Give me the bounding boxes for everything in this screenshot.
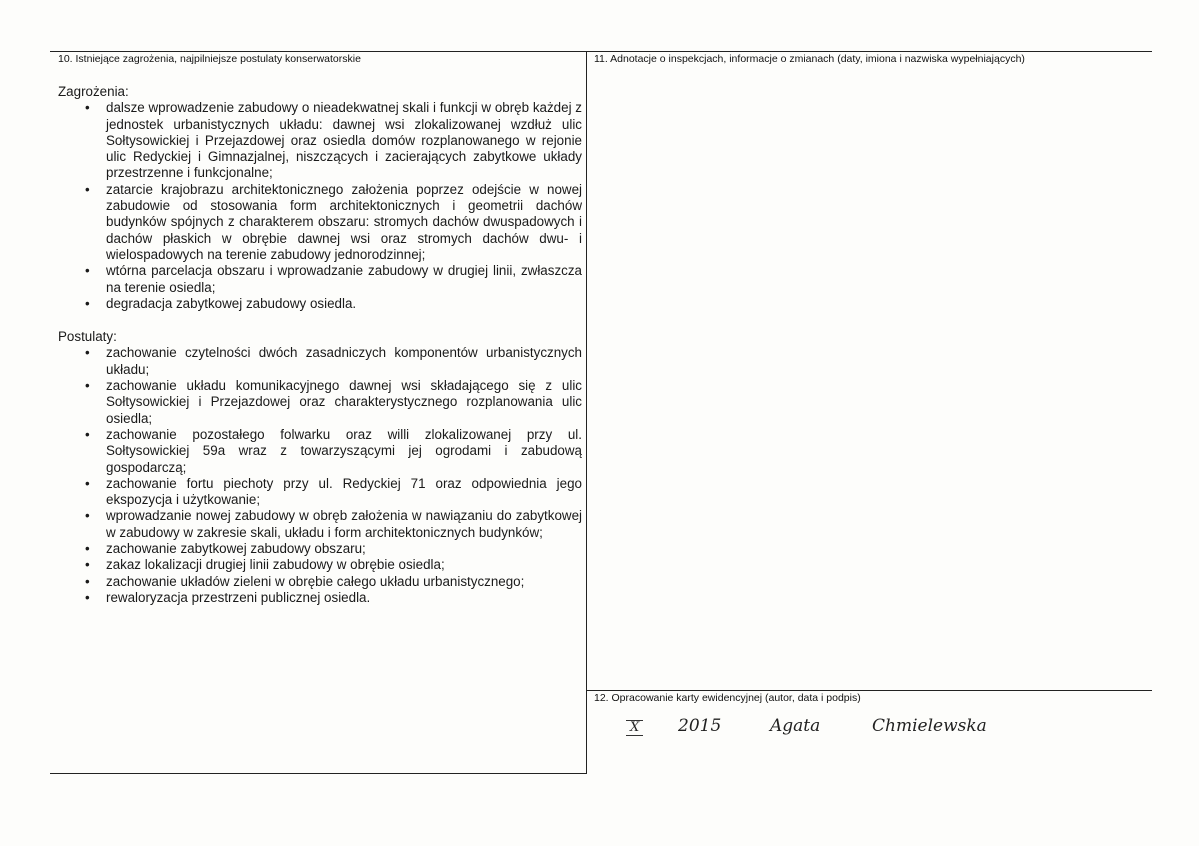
- section12-header: 12. Opracowanie karty ewidencyjnej (autor, data i podpis): [594, 692, 861, 704]
- handwritten-month: X: [626, 720, 643, 736]
- section11-header: 11. Adnotacje o inspekcjach, informacje o zmianach (daty, imiona i nazwiska wypełniających): [594, 53, 1025, 65]
- bullet-icon: •: [85, 100, 90, 116]
- bullet-icon: •: [85, 295, 90, 311]
- bullet-icon: •: [85, 475, 90, 491]
- postulates-list: [58, 345, 582, 606]
- section10-header: 10. Istniejące zagrożenia, najpilniejsze postulaty konserwatorskie: [58, 53, 361, 65]
- list-item: • wtórna parcelacja obszaru i wprowadzanie zabudowy w drugiej linii, zwłaszcza na terenie osiedla;: [85, 263, 582, 295]
- handwritten-first-name: Agata: [770, 716, 821, 736]
- list-item: • wprowadzanie nowej zabudowy w obręb założenia w nawiązaniu do zabytkowej w zabudowy w zakresie skali, układu i form architektonicznych budynków;: [85, 508, 582, 540]
- threats-list: [58, 100, 582, 312]
- bullet-icon: •: [85, 345, 90, 361]
- handwritten-last-name: Chmielewska: [872, 716, 987, 736]
- bullet-icon: •: [85, 541, 90, 557]
- list-item: • dalsze wprowadzenie zabudowy o nieadekwatnej skali i funkcji w obręb każdej z jednostek urbanistycznych układu: dawnej wsi zlokalizowanej wzdłuż ulic Sołtysowickiej i Przejazdowej oraz osiedla domów rozplanowanego w rejonie ulic Redyckiej i Gimnazjalnej, niszczących i zacierających zabytkowe układy przestrzenne i funkcjonalne;: [85, 100, 582, 181]
- bullet-icon: •: [85, 181, 90, 197]
- list-item: • zachowanie układu komunikacyjnego dawnej wsi składającego się z ulic Sołtysowickiej i Przejazdowej oraz charakterystycznego rozplanowania ulic osiedla;: [85, 378, 582, 426]
- list-item: • zachowanie czytelności dwóch zasadniczych komponentów urbanistycznych układu;: [85, 345, 582, 377]
- threats-title: Zagrożenia:: [58, 84, 129, 99]
- section10-content: [58, 84, 582, 623]
- bullet-icon: •: [85, 573, 90, 589]
- bullet-icon: •: [85, 557, 90, 573]
- postulates-title: Postulaty:: [58, 329, 117, 345]
- list-item: • zatarcie krajobrazu architektonicznego założenia poprzez odejście w nowej zabudowie od stosowania form architektonicznych i geometrii dachów budynków spójnych z charakterem obszaru: stromych dachów dwuspadowych i dachów płaskich w obrębie dawnej wsi oraz stromych dachów dwu- i wielospadowych na terenie zabudowy jednorodzinnej;: [85, 181, 582, 262]
- bullet-icon: •: [85, 508, 90, 524]
- list-item: • degradacja zabytkowej zabudowy osiedla.: [85, 295, 357, 311]
- list-item: • zachowanie fortu piechoty przy ul. Redyckiej 71 oraz odpowiednia jego ekspozycja i użytkowanie;: [85, 475, 582, 508]
- bullet-icon: •: [85, 426, 90, 442]
- bullet-icon: •: [85, 589, 90, 605]
- list-item: • zachowanie układów zieleni w obrębie całego układu urbanistycznego;: [85, 573, 525, 589]
- list-item: • zachowanie pozostałego folwarku oraz willi zlokalizowanej przy ul. Sołtysowickiej 59a wraz z towarzyszącymi jej ogrodami i zabudową gospodarczą;: [85, 426, 582, 475]
- bullet-icon: •: [85, 378, 90, 394]
- list-item: • rewaloryzacja przestrzeni publicznej osiedla.: [85, 589, 371, 605]
- top-rule: [50, 51, 1152, 52]
- section12-rule: [586, 690, 1152, 691]
- column-divider: [586, 51, 587, 774]
- bullet-icon: •: [85, 263, 90, 279]
- left-bottom-rule: [50, 773, 587, 774]
- list-item: • zakaz lokalizacji drugiej linii zabudowy w obrębie osiedla;: [85, 557, 445, 573]
- list-item: • zachowanie zabytkowej zabudowy obszaru;: [85, 541, 366, 557]
- handwritten-year: 2015: [678, 716, 722, 736]
